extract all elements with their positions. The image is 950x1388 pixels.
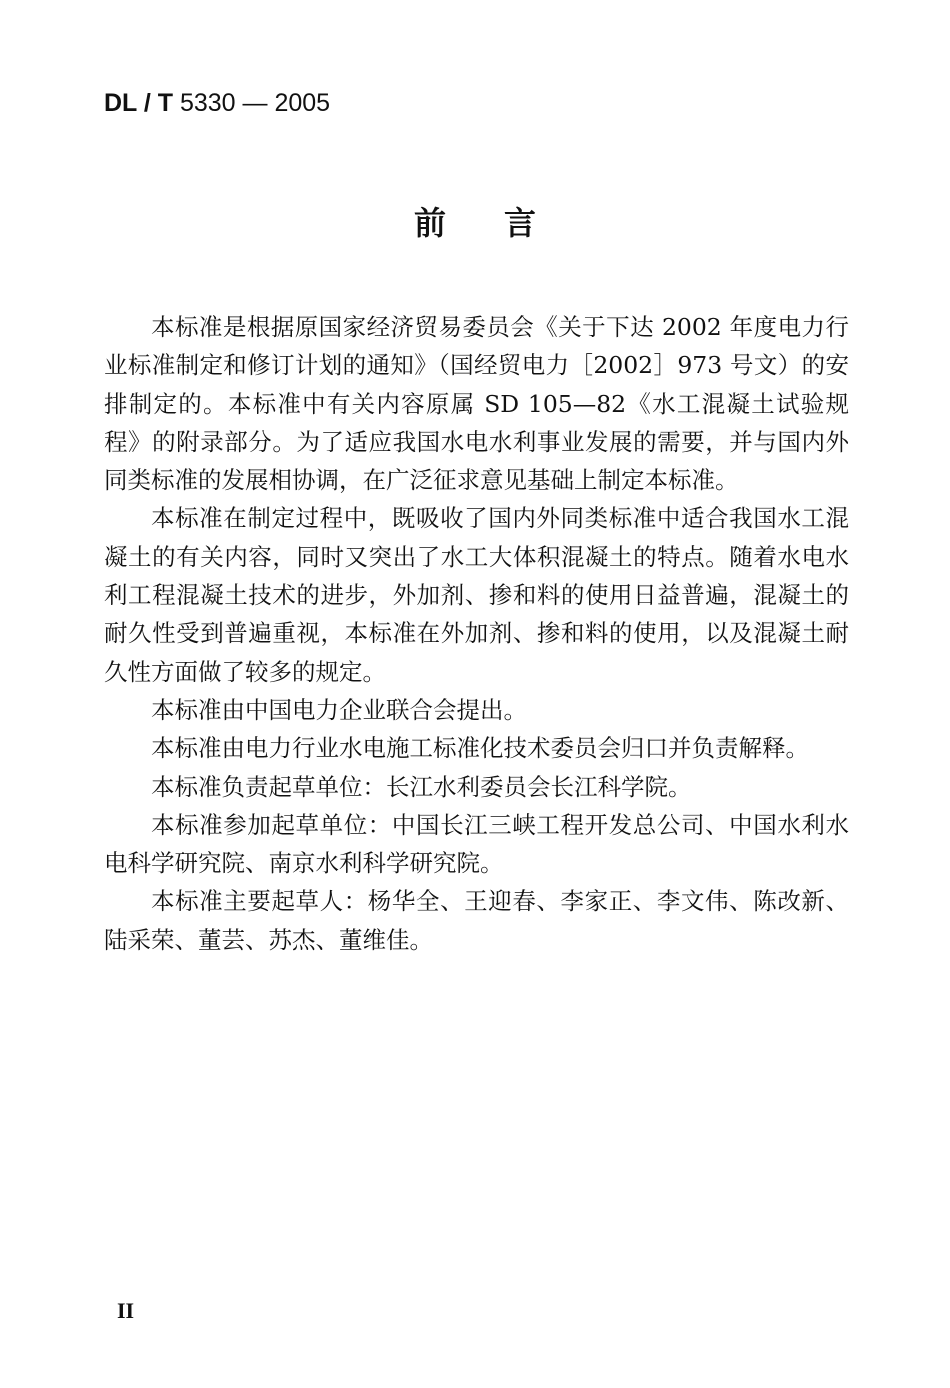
paragraph-lead-drafter: 本标准负责起草单位：长江水利委员会长江科学院。	[151, 772, 692, 801]
foreword-body	[104, 308, 849, 959]
standard-code-number: 5330 — 2005	[179, 89, 331, 117]
paragraph-drafting-process: 本标准在制定过程中，既吸收了国内外同类标准中适合我国水工混凝土的有关内容，同时又突出了水工大体积混凝土的特点。随着水电水利工程混凝土技术的进步，外加剂、掺和料的使用日益普遍，混凝土的耐久性受到普遍重视，本标准在外加剂、掺和料的使用，以及混凝土耐久性方面做了较多的规定。	[104, 504, 849, 686]
paragraph-participating-drafters: 本标准参加起草单位：中国长江三峡工程开发总公司、中国水利水电科学研究院、南京水利科学研究院。	[104, 810, 849, 878]
paragraph-main-authors: 本标准主要起草人：杨华全、王迎春、李家正、李文伟、陈改新、陆采荣、董芸、苏杰、董维佳。	[104, 887, 849, 954]
paragraph-basis: 本标准是根据原国家经济贸易委员会《关于下达 2002 年度电力行业标准制定和修订计划的通知》（国经贸电力［2002］973 号文）的安排制定的。本标准中有关内容原属 SD 105—82《水工混凝土试验规程》的附录部分。为了适应我国水电水利事业发展的需要，并与国内外同类标准的发展相协调，在广泛征求意见基础上制定本标准。	[104, 313, 849, 495]
paragraph-proposer: 本标准由中国电力企业联合会提出。	[151, 695, 527, 724]
standard-code-prefix: DL / T	[104, 89, 173, 117]
page-title: 前言	[413, 204, 594, 242]
page-number: II	[117, 1298, 135, 1323]
paragraph-interpreter: 本标准由电力行业水电施工标准化技术委员会归口并负责解释。	[151, 734, 809, 763]
standard-code	[104, 88, 330, 118]
